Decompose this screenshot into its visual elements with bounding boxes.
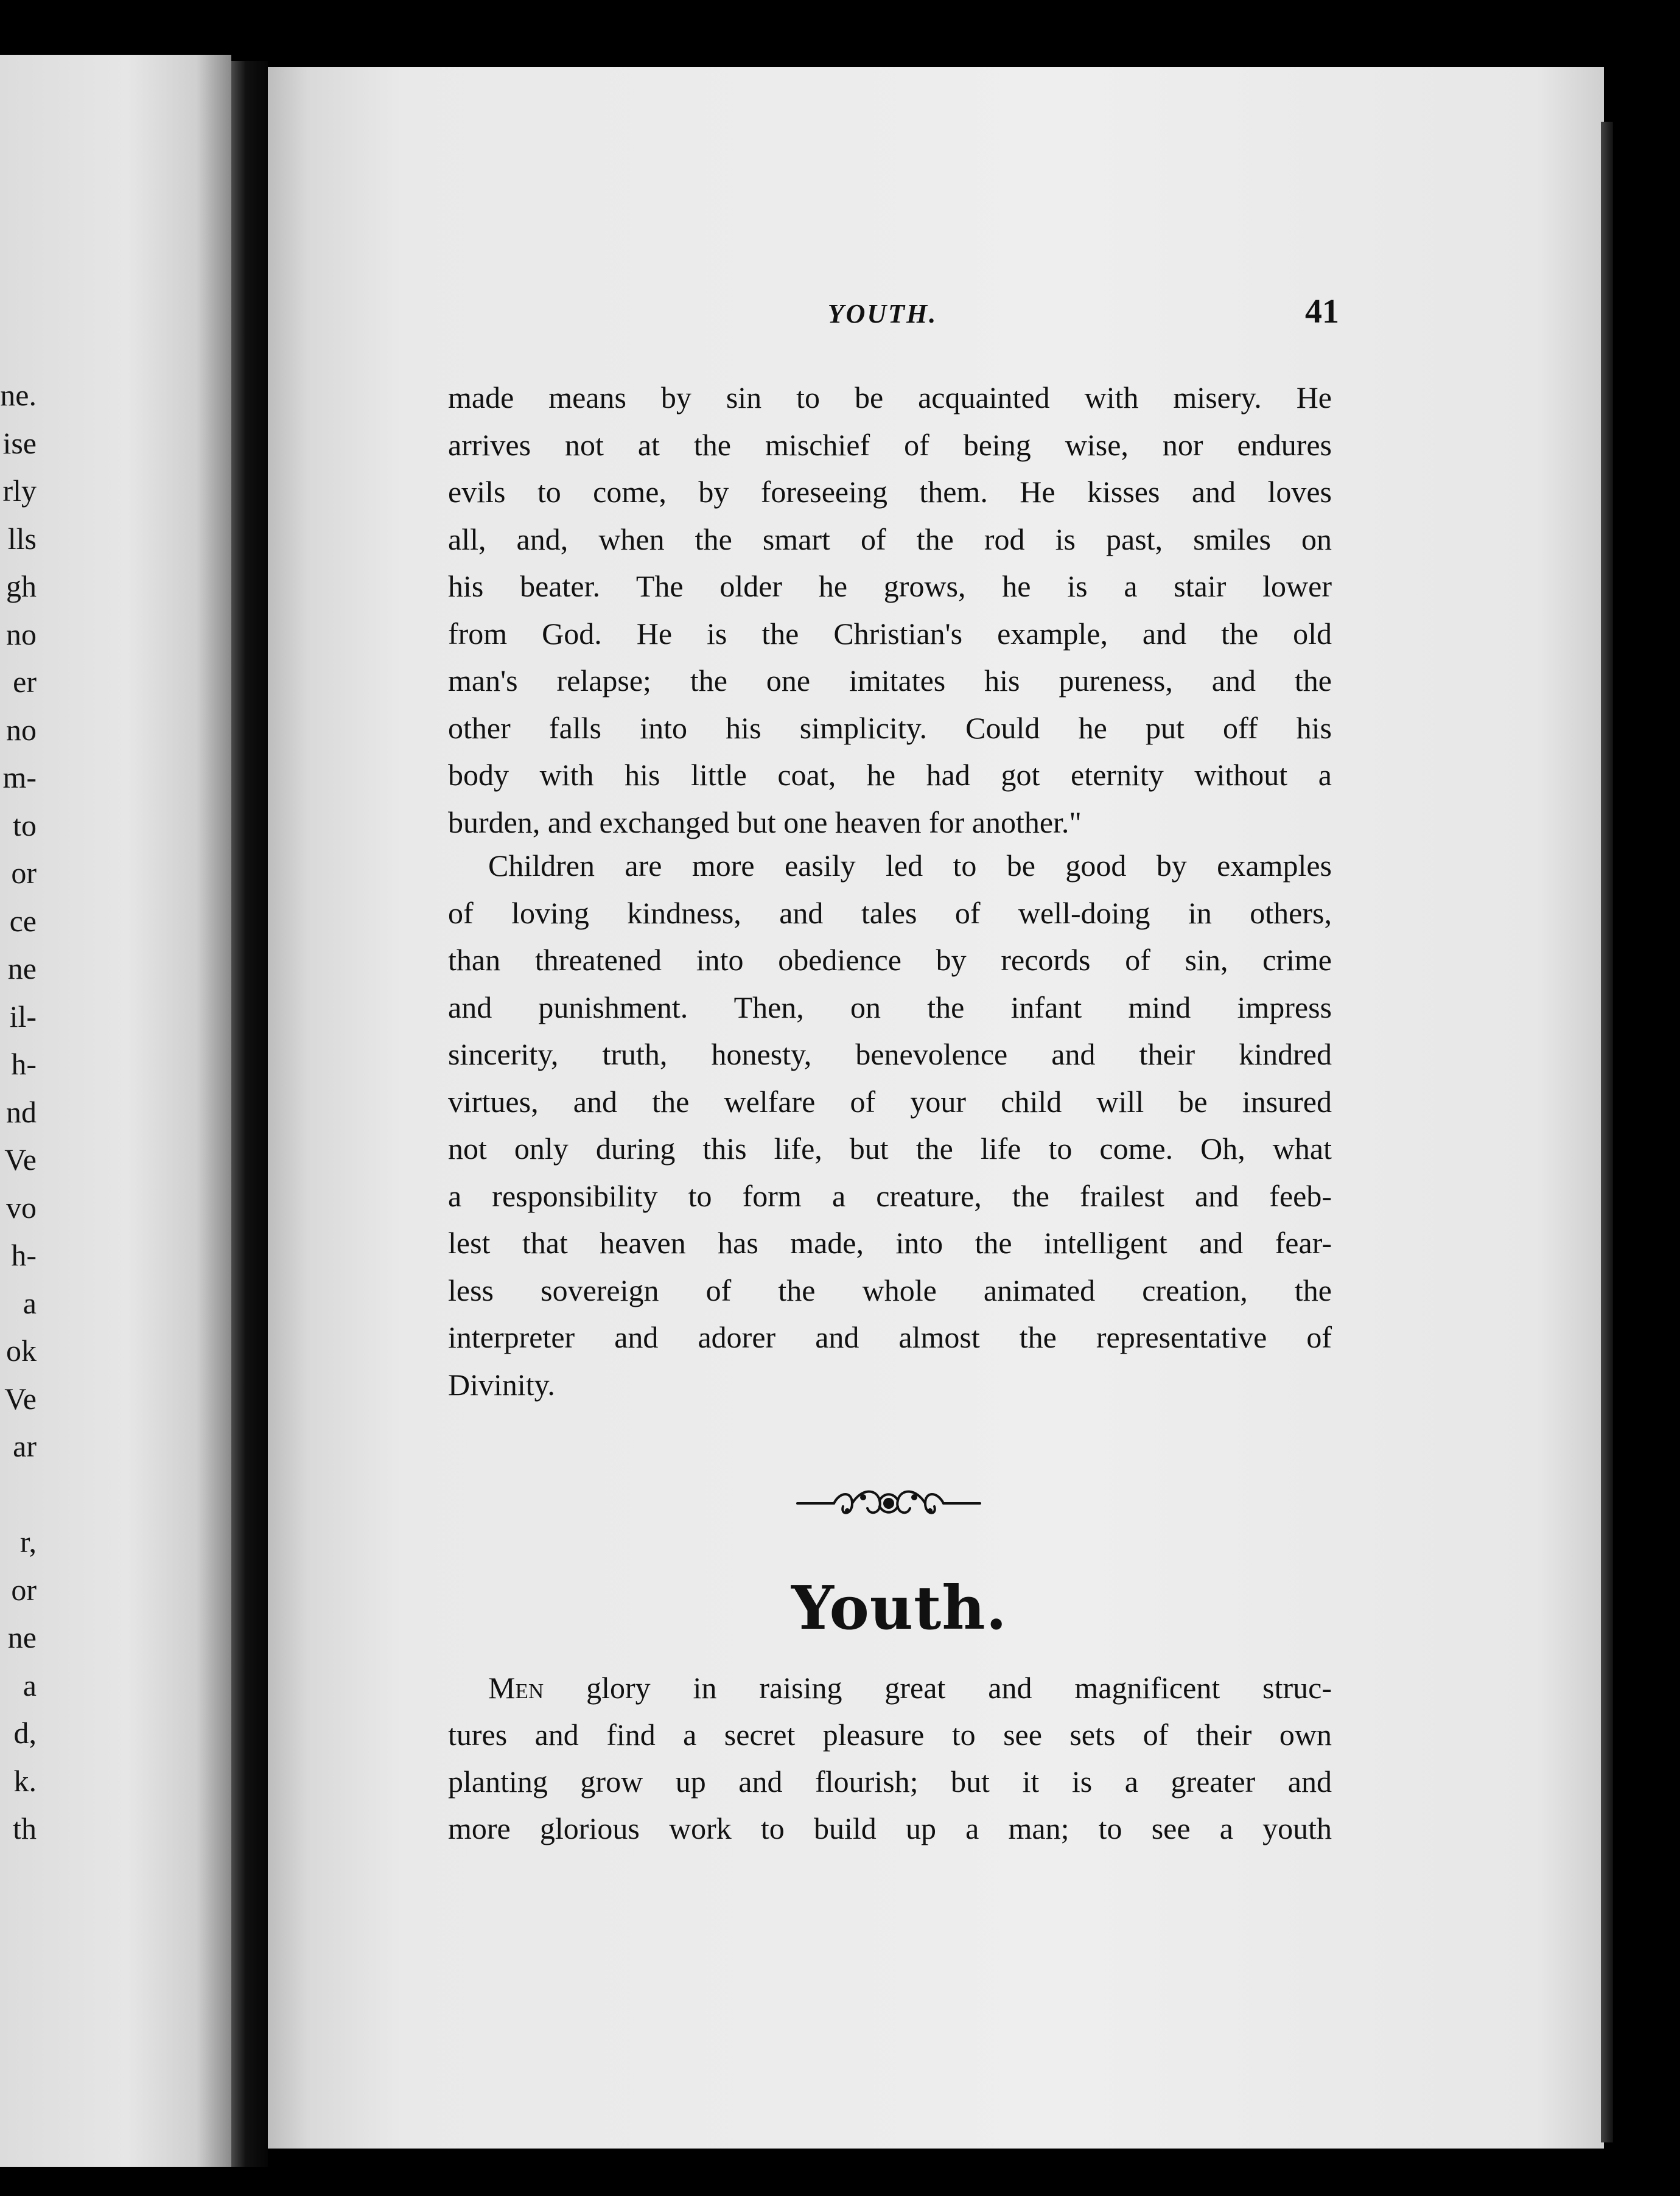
text-line: planting grow up and flourish; but it is a greater and	[448, 1764, 1332, 1799]
paragraph-youth	[448, 1665, 1332, 1852]
section-heading: Youth.	[791, 1573, 1007, 1643]
left-page-fragment: rly	[2, 474, 37, 508]
text-line: man's relapse; the one imitates his pureness, and the	[448, 663, 1332, 698]
text-line: a responsibility to form a creature, the frailest and feeb-	[448, 1178, 1332, 1213]
text-line: body with his little coat, he had got eternity without a	[448, 758, 1332, 792]
page-number: 41	[1305, 293, 1339, 330]
text-line: Divinity.	[448, 1367, 555, 1402]
left-page-fragment: ne.	[0, 378, 37, 412]
text-line: from God. He is the Christian's example, and the old	[448, 616, 1332, 651]
book-gutter	[231, 61, 268, 2167]
left-page-fragment: lls	[7, 521, 37, 556]
text-line: Children are more easily led to be good by examples	[488, 848, 1332, 883]
text-line: his beater. The older he grows, he is a stair lower	[448, 569, 1332, 603]
left-page-fragment: d,	[13, 1716, 37, 1750]
scroll-flourish-icon	[791, 1479, 986, 1528]
paragraph-children	[448, 842, 1332, 1408]
left-page-fragment: Ve	[4, 1381, 37, 1416]
text-line: lest that heaven has made, into the intelligent and fear-	[448, 1226, 1332, 1260]
left-page-fragment: Ve	[4, 1142, 37, 1177]
left-page-fragment: or	[11, 856, 37, 890]
text-line: evils to come, by foreseeing them. He kisses and loves	[448, 475, 1332, 509]
left-page-fragment	[0, 1470, 37, 1519]
left-page-fragment: m-	[2, 760, 37, 794]
paragraph-continued	[448, 374, 1332, 846]
left-page-fragment: no	[6, 712, 37, 747]
left-page-fragment: er	[13, 665, 37, 699]
text-line: other falls into his simplicity. Could he put off his	[448, 710, 1332, 745]
left-page-fragment: ar	[13, 1429, 37, 1463]
left-page-fragment: a	[23, 1285, 37, 1320]
left-page-fragment: ne	[7, 951, 37, 985]
left-page-fragment: no	[6, 617, 37, 651]
lead-word: Men	[488, 1671, 544, 1705]
text-line	[448, 1665, 1332, 1712]
left-page-fragment: h-	[11, 1238, 37, 1272]
left-page-fragment: gh	[6, 569, 37, 603]
text-line: tures and find a secret pleasure to see sets of their own	[448, 1718, 1332, 1752]
left-page-fragment: ce	[9, 903, 37, 938]
text-line: virtues, and the welfare of your child will be insured	[448, 1084, 1332, 1119]
left-page-fragment: r,	[19, 1525, 37, 1559]
text-line: interpreter and adorer and almost the representative of	[448, 1320, 1332, 1354]
left-page-fragment: ise	[2, 425, 37, 460]
text-line: of loving kindness, and tales of well-doing in others,	[448, 895, 1332, 930]
text-line: more glorious work to build up a man; to see a youth	[448, 1811, 1332, 1845]
text-line: not only during this life, but the life to come. Oh, what	[448, 1131, 1332, 1166]
text-line: sincerity, truth, honesty, benevolence and their kindred	[448, 1037, 1332, 1071]
text-line: burden, and exchanged but one heaven for another."	[448, 805, 1082, 839]
page-edge-shadow	[1601, 122, 1613, 2142]
running-title: YOUTH.	[827, 299, 938, 329]
left-page-text-fragments	[0, 371, 37, 1853]
left-page-fragment: h-	[11, 1047, 37, 1081]
text-line: and punishment. Then, on the infant mind impress	[448, 990, 1332, 1024]
left-page-fragment: or	[11, 1572, 37, 1607]
left-page-fragment: th	[13, 1811, 37, 1845]
left-page-fragment: nd	[6, 1094, 37, 1129]
text-line: made means by sin to be acquainted with misery. He	[448, 380, 1332, 414]
left-page-fragment: a	[23, 1668, 37, 1702]
text-line: arrives not at the mischief of being wise, nor endures	[448, 427, 1332, 462]
left-page-fragment: ok	[6, 1334, 37, 1368]
left-page-fragment: k.	[13, 1763, 37, 1798]
text-line: than threatened into obedience by records of sin, crime	[448, 943, 1332, 977]
text-line: all, and, when the smart of the rod is past, smiles on	[448, 522, 1332, 556]
left-page-fragment: il-	[9, 999, 37, 1033]
line-rest: glory in raising great and magnificent struc-	[544, 1671, 1332, 1705]
left-page-fragment: to	[13, 808, 37, 842]
text-line: less sovereign of the whole animated creation, the	[448, 1273, 1332, 1307]
left-page-fragment: ne	[7, 1620, 37, 1654]
left-page-fragment: vo	[6, 1190, 37, 1225]
